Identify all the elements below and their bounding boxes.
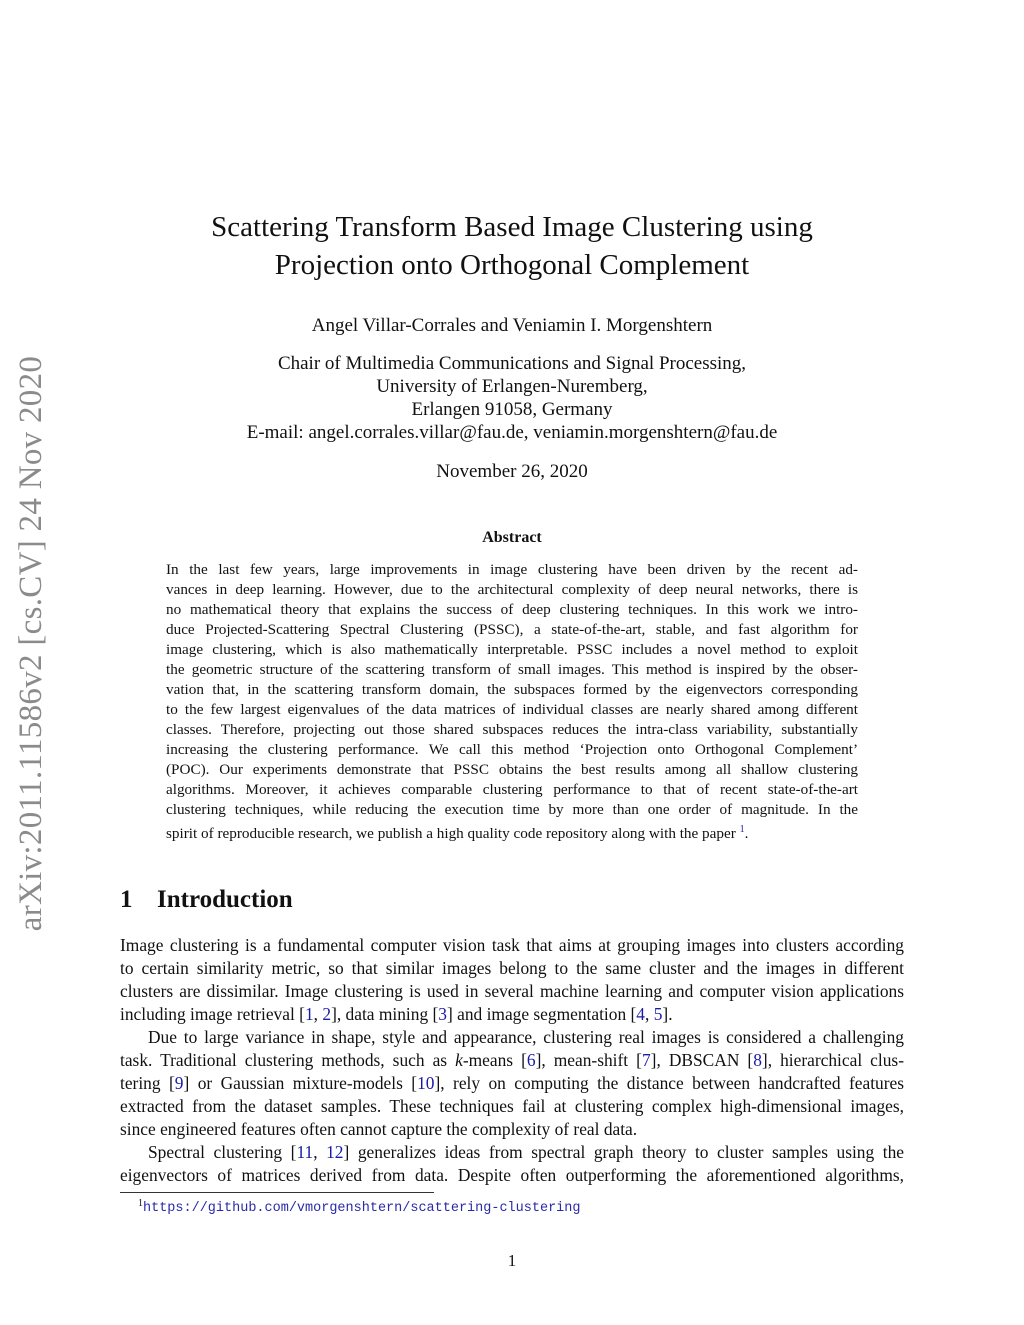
abstract-line: image clustering, which is also mathematically interpretable. PSSC includes a novel method to exploit bbox=[166, 641, 858, 658]
abstract-line bbox=[166, 820, 858, 844]
text-run: ], hierarchical clus- bbox=[761, 1050, 904, 1070]
text-run: ], DBSCAN [ bbox=[650, 1050, 754, 1070]
body-line: clusters are dissimilar. Image clustering is used in several machine learning and computer vision applications bbox=[120, 981, 904, 1001]
abstract-last-line-end: . bbox=[744, 825, 749, 842]
footnote bbox=[138, 1198, 580, 1216]
body-line: Due to large variance in shape, style and appearance, clustering real images is considered a challenging bbox=[148, 1027, 904, 1047]
text-run: , bbox=[313, 1142, 327, 1162]
section-number: 1 bbox=[120, 886, 133, 913]
text-run: ] and image segmentation [ bbox=[446, 1004, 637, 1024]
citation-link[interactable]: 6 bbox=[526, 1050, 536, 1070]
authors: Angel Villar-Corrales and Veniamin I. Morgenshtern bbox=[311, 315, 713, 336]
body-line: to certain similarity metric, so that similar images belong to the same cluster and the images in different bbox=[120, 958, 904, 978]
abstract-body bbox=[166, 560, 858, 844]
text-run: , bbox=[313, 1004, 323, 1024]
abstract-heading: Abstract bbox=[482, 529, 542, 546]
text-run: task. Traditional clustering methods, such as bbox=[120, 1050, 456, 1070]
citation-link[interactable]: 2 bbox=[322, 1004, 332, 1024]
body-line: eigenvectors of matrices derived from data. Despite often outperforming the aforementioned algorithms, bbox=[120, 1165, 904, 1185]
body-line bbox=[120, 1003, 904, 1026]
arxiv-stamp-text: arXiv:2011.11586v2 [cs.CV] 24 Nov 2020 bbox=[13, 355, 50, 931]
citation-link[interactable]: 1 bbox=[304, 1004, 314, 1024]
abstract-line: vances in deep learning. However, due to the architectural complexity of deep neural networks, there is bbox=[166, 581, 858, 598]
introduction-body bbox=[120, 934, 904, 1187]
body-line: since engineered features often cannot capture the complexity of real data. bbox=[120, 1119, 638, 1139]
body-line: Image clustering is a fundamental computer vision task that aims at grouping images into clusters according bbox=[120, 935, 904, 955]
text-run: ], rely on computing the distance between handcrafted features bbox=[434, 1073, 905, 1093]
text-run: ] or Gaussian mixture-models [ bbox=[183, 1073, 418, 1093]
publication-date: November 26, 2020 bbox=[436, 461, 588, 482]
abstract-line: duce Projected-Scattering Spectral Clustering (PSSC), a state-of-the-art, stable, and fast algorithm for bbox=[166, 621, 858, 638]
text-run: ], mean-shift [ bbox=[535, 1050, 642, 1070]
citation-link[interactable]: 12 bbox=[326, 1142, 344, 1162]
abstract-line: In the last few years, large improvements in image clustering have been driven by the recent ad- bbox=[166, 561, 858, 578]
body-line bbox=[120, 1141, 904, 1164]
citation-link[interactable]: 9 bbox=[174, 1073, 184, 1093]
text-run: ] generalizes ideas from spectral graph theory to cluster samples using the bbox=[343, 1142, 904, 1162]
paper-title bbox=[150, 208, 874, 284]
body-line bbox=[120, 1072, 904, 1095]
citation-link[interactable]: 11 bbox=[296, 1142, 314, 1162]
footnote-mark: 1 bbox=[138, 1198, 143, 1209]
title-line: Projection onto Orthogonal Complement bbox=[274, 249, 750, 281]
math-variable: k bbox=[455, 1050, 463, 1070]
body-line bbox=[120, 1049, 904, 1072]
page-number: 1 bbox=[507, 1251, 517, 1270]
footnote-link[interactable]: 1 bbox=[739, 824, 745, 835]
abstract-line: (POC). Our experiments demonstrate that PSSC obtains the best results among all shallow clustering bbox=[166, 761, 858, 778]
text-run: -means [ bbox=[462, 1050, 527, 1070]
arxiv-identifier-stamp bbox=[7, 346, 57, 940]
footnote-divider bbox=[120, 1192, 434, 1193]
affiliation-line: Erlangen 91058, Germany bbox=[411, 399, 613, 420]
abstract-line: the geometric structure of the scattering transform of small images. This method is inspired by the obser- bbox=[166, 661, 858, 678]
text-run: including image retrieval [ bbox=[120, 1004, 305, 1024]
repository-url-link[interactable]: https://github.com/vmorgenshtern/scattering-clustering bbox=[143, 1201, 581, 1216]
citation-link[interactable]: 10 bbox=[417, 1073, 435, 1093]
body-line: extracted from the dataset samples. These techniques fail at clustering complex high-dimensional images, bbox=[120, 1096, 904, 1116]
affiliation-line: University of Erlangen-Nuremberg, bbox=[376, 376, 648, 397]
abstract-line: no mathematical theory that explains the success of deep clustering techniques. In this work we intro- bbox=[166, 601, 858, 618]
text-run: ], data mining [ bbox=[331, 1004, 439, 1024]
abstract-last-line-text: spirit of reproducible research, we publish a high quality code repository along with the paper bbox=[166, 825, 736, 842]
title-line: Scattering Transform Based Image Clustering using bbox=[211, 211, 813, 243]
citation-link[interactable]: 5 bbox=[653, 1004, 663, 1024]
text-run: ]. bbox=[662, 1004, 673, 1024]
citation-link[interactable]: 3 bbox=[438, 1004, 447, 1024]
citation-link[interactable]: 4 bbox=[636, 1004, 645, 1024]
text-run: Spectral clustering [ bbox=[148, 1142, 297, 1162]
abstract-line: clustering techniques, while reducing the execution time by more than one order of magnitude. In the bbox=[166, 801, 858, 818]
affiliation-line: Chair of Multimedia Communications and Signal Processing, bbox=[277, 353, 747, 374]
abstract-line: to the few largest eigenvalues of the data matrices of individual classes are nearly shared among different bbox=[166, 701, 858, 718]
text-run: tering [ bbox=[120, 1073, 175, 1093]
abstract-line: classes. Therefore, projecting out those shared subspaces reduces the intra-class variability, substantially bbox=[166, 721, 858, 738]
section-heading-introduction bbox=[120, 886, 293, 914]
citation-link[interactable]: 7 bbox=[641, 1050, 651, 1070]
citation-link[interactable]: 8 bbox=[753, 1050, 762, 1070]
abstract-line: vation that, in the scattering transform domain, the subspaces formed by the eigenvectors corresponding bbox=[166, 681, 858, 698]
text-run: , bbox=[645, 1004, 654, 1024]
section-title: Introduction bbox=[157, 886, 293, 913]
abstract-line: increasing the clustering performance. We call this method ‘Projection onto Orthogonal Complement’ bbox=[166, 741, 858, 758]
author-emails: E-mail: angel.corrales.villar@fau.de, veniamin.morgenshtern@fau.de bbox=[246, 422, 778, 443]
abstract-line: algorithms. Moreover, it achieves comparable clustering performance to that of recent state-of-the-art bbox=[166, 781, 858, 798]
